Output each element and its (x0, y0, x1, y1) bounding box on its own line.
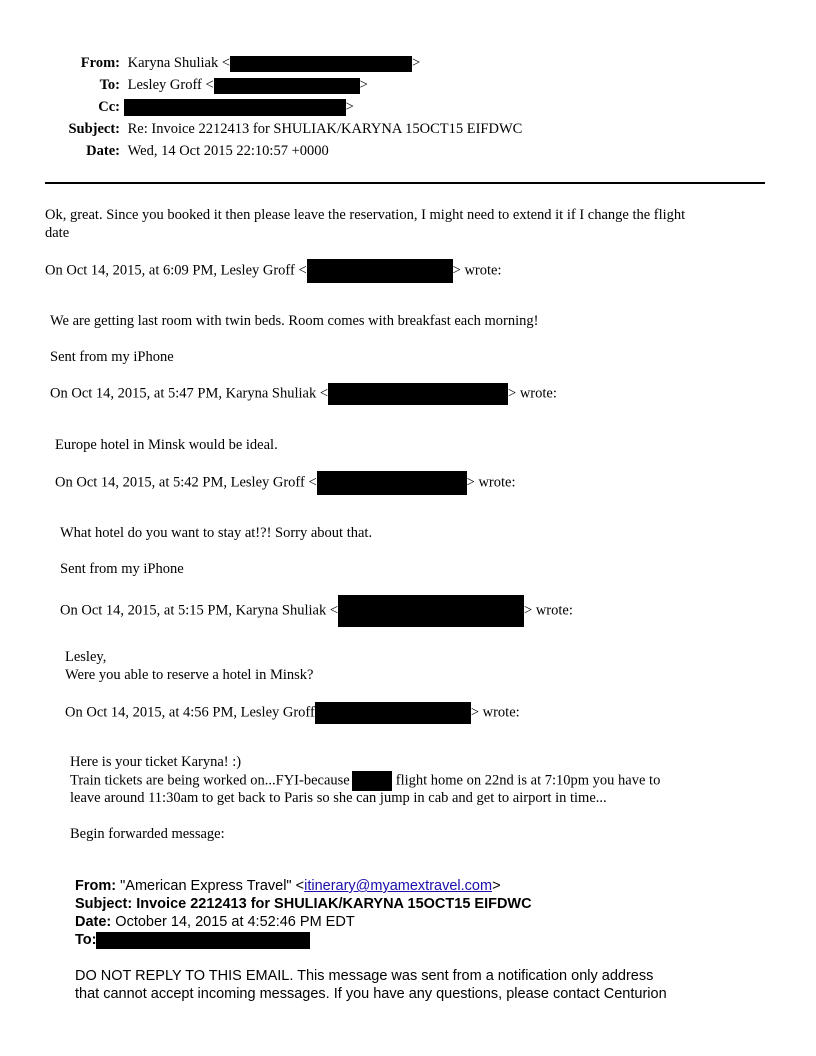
to-label: To: (99, 77, 120, 93)
cc-tail: > (345, 99, 354, 115)
subject-label: Subject: (68, 121, 120, 137)
date-value: Wed, 14 Oct 2015 22:10:57 +0000 (127, 143, 329, 159)
header-cc-row (40, 98, 522, 120)
redaction-block (230, 56, 412, 72)
fwd-from-email-link[interactable]: itinerary@myamextravel.com (304, 878, 493, 894)
fwd-notice-line-2: that cannot accept incoming messages. If you have any questions, please contact Centurion (75, 986, 667, 1002)
from-label: From: (80, 55, 120, 71)
fwd-to-label: To: (75, 932, 97, 948)
header-to-row (40, 76, 522, 98)
fwd-from-tail: > (492, 878, 501, 894)
reply-line-2: date (45, 225, 70, 241)
from-value: Karyna Shuliak < (127, 55, 231, 71)
header-divider (45, 182, 765, 184)
quote-2-suffix: > wrote: (508, 385, 557, 402)
message-5-line-1: Lesley, (65, 649, 107, 665)
quote-4-suffix: > wrote: (524, 602, 573, 619)
redaction-block (338, 595, 524, 627)
from-tail: > (412, 55, 421, 71)
message-3: Europe hotel in Minsk would be ideal. (55, 437, 278, 453)
fwd-subject-value: Invoice 2212413 for SHULIAK/KARYNA 15OCT15 EIFDWC (136, 896, 532, 912)
redaction-block (124, 99, 346, 116)
fwd-from-label: From: (75, 878, 117, 894)
fwd-date-value: October 14, 2015 at 4:52:46 PM EDT (115, 914, 355, 930)
quote-1-suffix: > wrote: (452, 262, 502, 279)
message-4: What hotel do you want to stay at!?! Sorry about that. (60, 525, 373, 541)
fwd-subject-label: Subject: (75, 896, 133, 912)
quote-3-prefix: On Oct 14, 2015, at 5:42 PM, Lesley Groff < (55, 474, 317, 491)
to-value: Lesley Groff < (127, 77, 214, 93)
date-label: Date: (86, 143, 120, 159)
redaction-block (96, 932, 310, 949)
fwd-notice-line-1: DO NOT REPLY TO THIS EMAIL. This message was sent from a notification only address (75, 968, 654, 984)
quote-5-suffix: > wrote: (470, 704, 520, 721)
quote-4-prefix: On Oct 14, 2015, at 5:15 PM, Karyna Shuliak < (60, 602, 339, 619)
header-subject-row (40, 120, 522, 142)
redaction-block (214, 78, 360, 94)
redaction-block (317, 471, 467, 495)
quote-header-4 (60, 595, 573, 627)
header-from-row (40, 54, 522, 76)
fwd-to-row (75, 931, 310, 949)
quote-header-2 (50, 383, 557, 405)
subject-value: Re: Invoice 2212413 for SHULIAK/KARYNA 15OCT15 EIFDWC (127, 121, 523, 137)
fwd-date-row (75, 913, 355, 931)
message-5-line-2: Were you able to reserve a hotel in Minsk? (65, 667, 314, 683)
quote-1-prefix: On Oct 14, 2015, at 6:09 PM, Lesley Groff < (45, 262, 307, 279)
fwd-from-name: "American Express Travel" < (120, 878, 305, 894)
sent-from-iphone-2: Sent from my iPhone (60, 561, 184, 577)
quote-5-prefix: On Oct 14, 2015, at 4:56 PM, Lesley Groff (65, 704, 315, 721)
message-6-line-1: Here is your ticket Karyna! :) (70, 754, 242, 770)
fwd-from-row (75, 877, 501, 895)
redaction-block (328, 383, 508, 405)
quote-2-prefix: On Oct 14, 2015, at 5:47 PM, Karyna Shuliak < (50, 385, 329, 402)
quote-header-1 (45, 259, 502, 283)
begin-forwarded-label: Begin forwarded message: (70, 826, 225, 842)
message-6-line-3: leave around 11:30am to get back to Paris so she can jump in cab and get to airport in time... (70, 790, 607, 806)
message-6-line-2b: flight home on 22nd is at 7:10pm you have to (395, 772, 661, 789)
fwd-date-label: Date: (75, 914, 112, 930)
redaction-block (315, 702, 471, 724)
sent-from-iphone-1: Sent from my iPhone (50, 349, 174, 365)
quote-3-suffix: > wrote: (466, 474, 516, 491)
cc-label: Cc: (98, 99, 120, 115)
message-2: We are getting last room with twin beds. Room comes with breakfast each morning! (50, 313, 539, 329)
to-tail: > (359, 77, 368, 93)
email-header (40, 54, 522, 164)
redaction-block (307, 259, 453, 283)
reply-line-1: Ok, great. Since you booked it then please leave the reservation, I might need to extend it if I change the flight (45, 207, 686, 223)
quote-header-5 (65, 702, 520, 724)
message-6-line-2 (70, 771, 660, 791)
redaction-block (352, 771, 392, 791)
header-date-row (40, 142, 522, 164)
message-6-line-2a: Train tickets are being worked on...FYI-because (70, 772, 350, 789)
fwd-subject-row (75, 895, 532, 913)
quote-header-3 (55, 471, 516, 495)
